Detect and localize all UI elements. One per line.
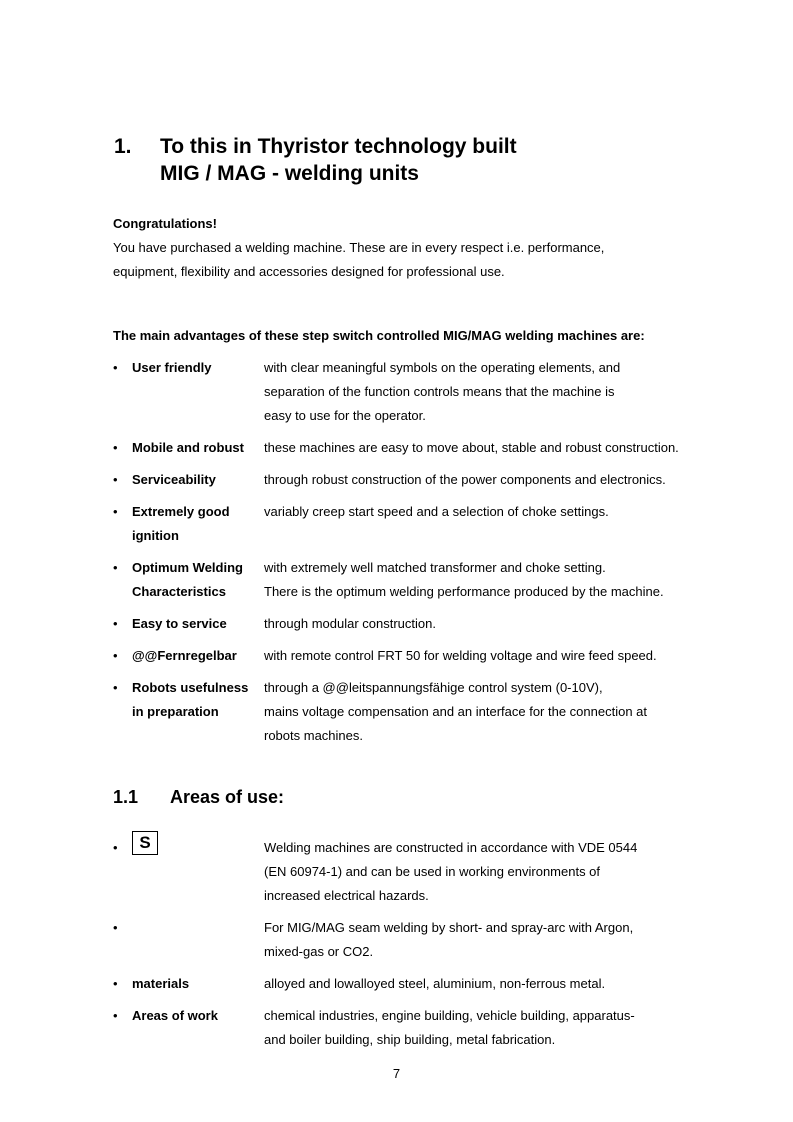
intro-line-1: You have purchased a welding machine. These are in every respect i.e. performance, [113,240,605,255]
congratulations-text: Congratulations! [113,216,217,231]
advantages-title: The main advantages of these step switch controlled MIG/MAG welding machines are: [113,328,645,343]
page-number: 7 [392,1066,401,1081]
section-number: 1.1 [113,787,139,807]
bullet: • [113,680,118,695]
bullet: • [113,440,118,455]
bullet: • [113,360,118,375]
bullet: • [113,1008,118,1023]
advantage-description: with clear meaningful symbols on the operating elements, and separation of the function controls means that the machine is easy to use for the operator. [264,360,621,423]
chapter-title-line-2: MIG / MAG - welding units [160,162,419,185]
area-term: materials [132,976,190,991]
area-description: alloyed and lowalloyed steel, aluminium, non-ferrous metal. [264,976,606,991]
bullet: • [113,616,118,631]
advantage-term: Optimum Welding Characteristics [132,560,243,599]
area-description: chemical industries, engine building, vehicle building, apparatus- and boiler building, ship building, metal fabrication. [264,1008,635,1047]
bullet: • [113,840,118,855]
advantage-description: through robust construction of the power components and electronics. [264,472,666,487]
advantage-term: User friendly [132,360,212,375]
area-term: Areas of work [132,1008,218,1023]
advantage-term: Mobile and robust [132,440,244,455]
advantage-term: Robots usefulness in preparation [132,680,249,719]
area-description: For MIG/MAG seam welding by short- and spray-arc with Argon, mixed-gas or CO2. [264,920,634,959]
advantage-term: Easy to service [132,616,227,631]
area-description: Welding machines are constructed in accordance with VDE 0544 (EN 60974-1) and can be used in working environments of increased electrical hazards. [264,840,638,903]
bullet: • [113,920,118,935]
intro-line-2: equipment, flexibility and accessories designed for professional use. [113,264,505,279]
bullet: • [113,560,118,575]
advantage-description: through modular construction. [264,616,436,631]
advantage-term: @@Fernregelbar [132,648,237,663]
bullet: • [113,976,118,991]
bullet: • [113,504,118,519]
chapter-number: 1. [114,135,132,158]
advantage-term: Extremely good ignition [132,504,230,543]
advantage-description: with remote control FRT 50 for welding voltage and wire feed speed. [264,648,657,663]
advantage-description: with extremely well matched transformer and choke setting. There is the optimum welding performance produced by the machine. [264,560,664,599]
advantage-term: Serviceability [132,472,216,487]
advantage-description: through a @@leitspannungsfähige control system (0-10V), mains voltage compensation and an interface for the connection at robots machines. [264,680,648,743]
section-title: Areas of use: [170,787,285,807]
advantage-description: variably creep start speed and a selection of choke settings. [264,504,609,519]
chapter-title-line-1: To this in Thyristor technology built [160,135,517,158]
advantage-description: these machines are easy to move about, stable and robust construction. [264,440,679,455]
s-mark-symbol: S [132,831,158,855]
bullet: • [113,648,118,663]
bullet: • [113,472,118,487]
